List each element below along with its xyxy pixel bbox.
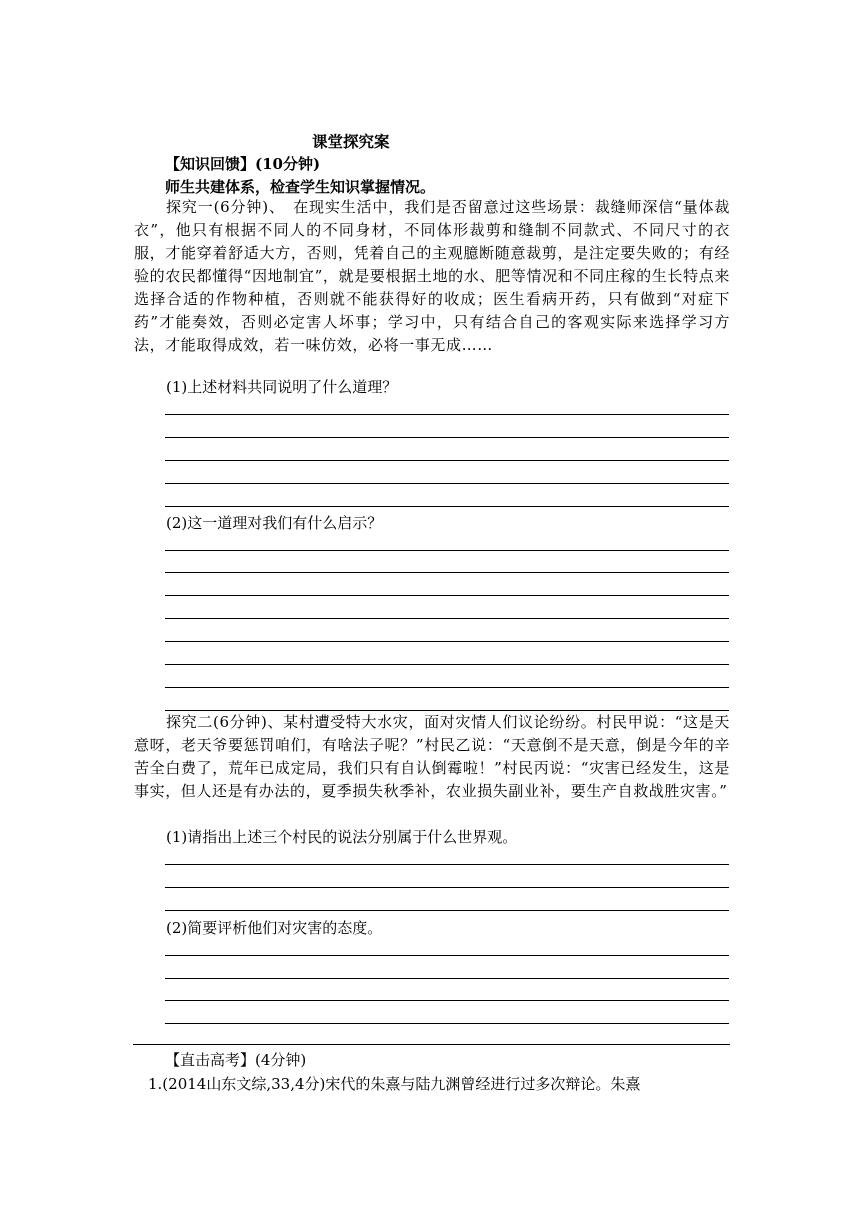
inquiry1-question-1: (1)上述材料共同说明了什么道理？ bbox=[166, 378, 398, 396]
answer-line[interactable] bbox=[165, 1023, 729, 1024]
answer-line[interactable] bbox=[165, 618, 729, 619]
answer-line[interactable] bbox=[165, 955, 729, 956]
inquiry1-question-2: (2)这一道理对我们有什么启示？ bbox=[166, 514, 383, 532]
answer-line[interactable] bbox=[165, 572, 729, 573]
answer-line[interactable] bbox=[165, 460, 729, 461]
inquiry2-paragraph: 探究二(6分钟)、某村遭受特大水灾，面对灾情人们议论纷纷。村民甲说：“这是天意呀，老天爷要惩罚咱们，有啥法子呢？”村民乙说：“天意倒不是天意，倒是今年的辛苦全白费了，荒年已成定局，我们只有自认倒霉啦！”村民丙说：“灾害已经发生，这是事实，但人还是有办法的，夏季损失秋季补，农业损失副业补，要生产自救战胜灾害。” bbox=[134, 713, 730, 800]
inquiry1-paragraph: 探究一(6分钟)、 在现实生活中，我们是否留意过这些场景：裁缝师深信“量体裁衣”，他只有根据不同人的不同身材，不同体形裁剪和缝制不同款式、不同尺寸的衣服，才能穿着舒适大方，否则，凭着自己的主观臆断随意裁剪，是注定要失败的；有经验的农民都懂得“因地制宜”，就是要根据土地的水、肥等情况和不同庄稼的生长特点来选择合适的作物种植，否则就不能获得好的收成；医生看病开药，只有做到“对症下药”才能奏效，否则必定害人坏事；学习中，只有结合自己的客观实际来选择学习方法，才能取得成效，若一味仿效，必将一事无成…… bbox=[134, 198, 730, 354]
gaokao-item-1: 1.(2014山东文综,33,4分)宋代的朱熹与陆九渊曾经进行过多次辩论。朱熹 bbox=[148, 1075, 641, 1093]
review-heading: 【知识回馈】(10分钟) bbox=[165, 155, 321, 173]
answer-line[interactable] bbox=[165, 550, 729, 551]
answer-line[interactable] bbox=[165, 1000, 729, 1001]
answer-line[interactable] bbox=[165, 978, 729, 979]
answer-line[interactable] bbox=[165, 414, 729, 415]
page-title: 课堂探究案 bbox=[312, 132, 390, 151]
answer-line[interactable] bbox=[165, 664, 729, 665]
answer-line[interactable] bbox=[165, 641, 729, 642]
answer-line[interactable] bbox=[165, 483, 729, 484]
gaokao-heading: 【直击高考】(4分钟) bbox=[165, 1051, 307, 1069]
answer-line[interactable] bbox=[165, 864, 729, 865]
review-instruction: 师生共建体系，检查学生知识掌握情况。 bbox=[165, 178, 436, 196]
inquiry2-question-2: (2)简要评析他们对灾害的态度。 bbox=[166, 919, 383, 937]
answer-line[interactable] bbox=[165, 506, 729, 507]
answer-line[interactable] bbox=[165, 595, 729, 596]
answer-line[interactable] bbox=[165, 687, 729, 688]
inquiry2-question-1: (1)请指出上述三个村民的说法分别属于什么世界观。 bbox=[166, 828, 518, 846]
answer-line[interactable] bbox=[165, 887, 729, 888]
section-divider bbox=[133, 1044, 730, 1045]
answer-line[interactable] bbox=[165, 437, 729, 438]
answer-line[interactable] bbox=[165, 910, 729, 911]
